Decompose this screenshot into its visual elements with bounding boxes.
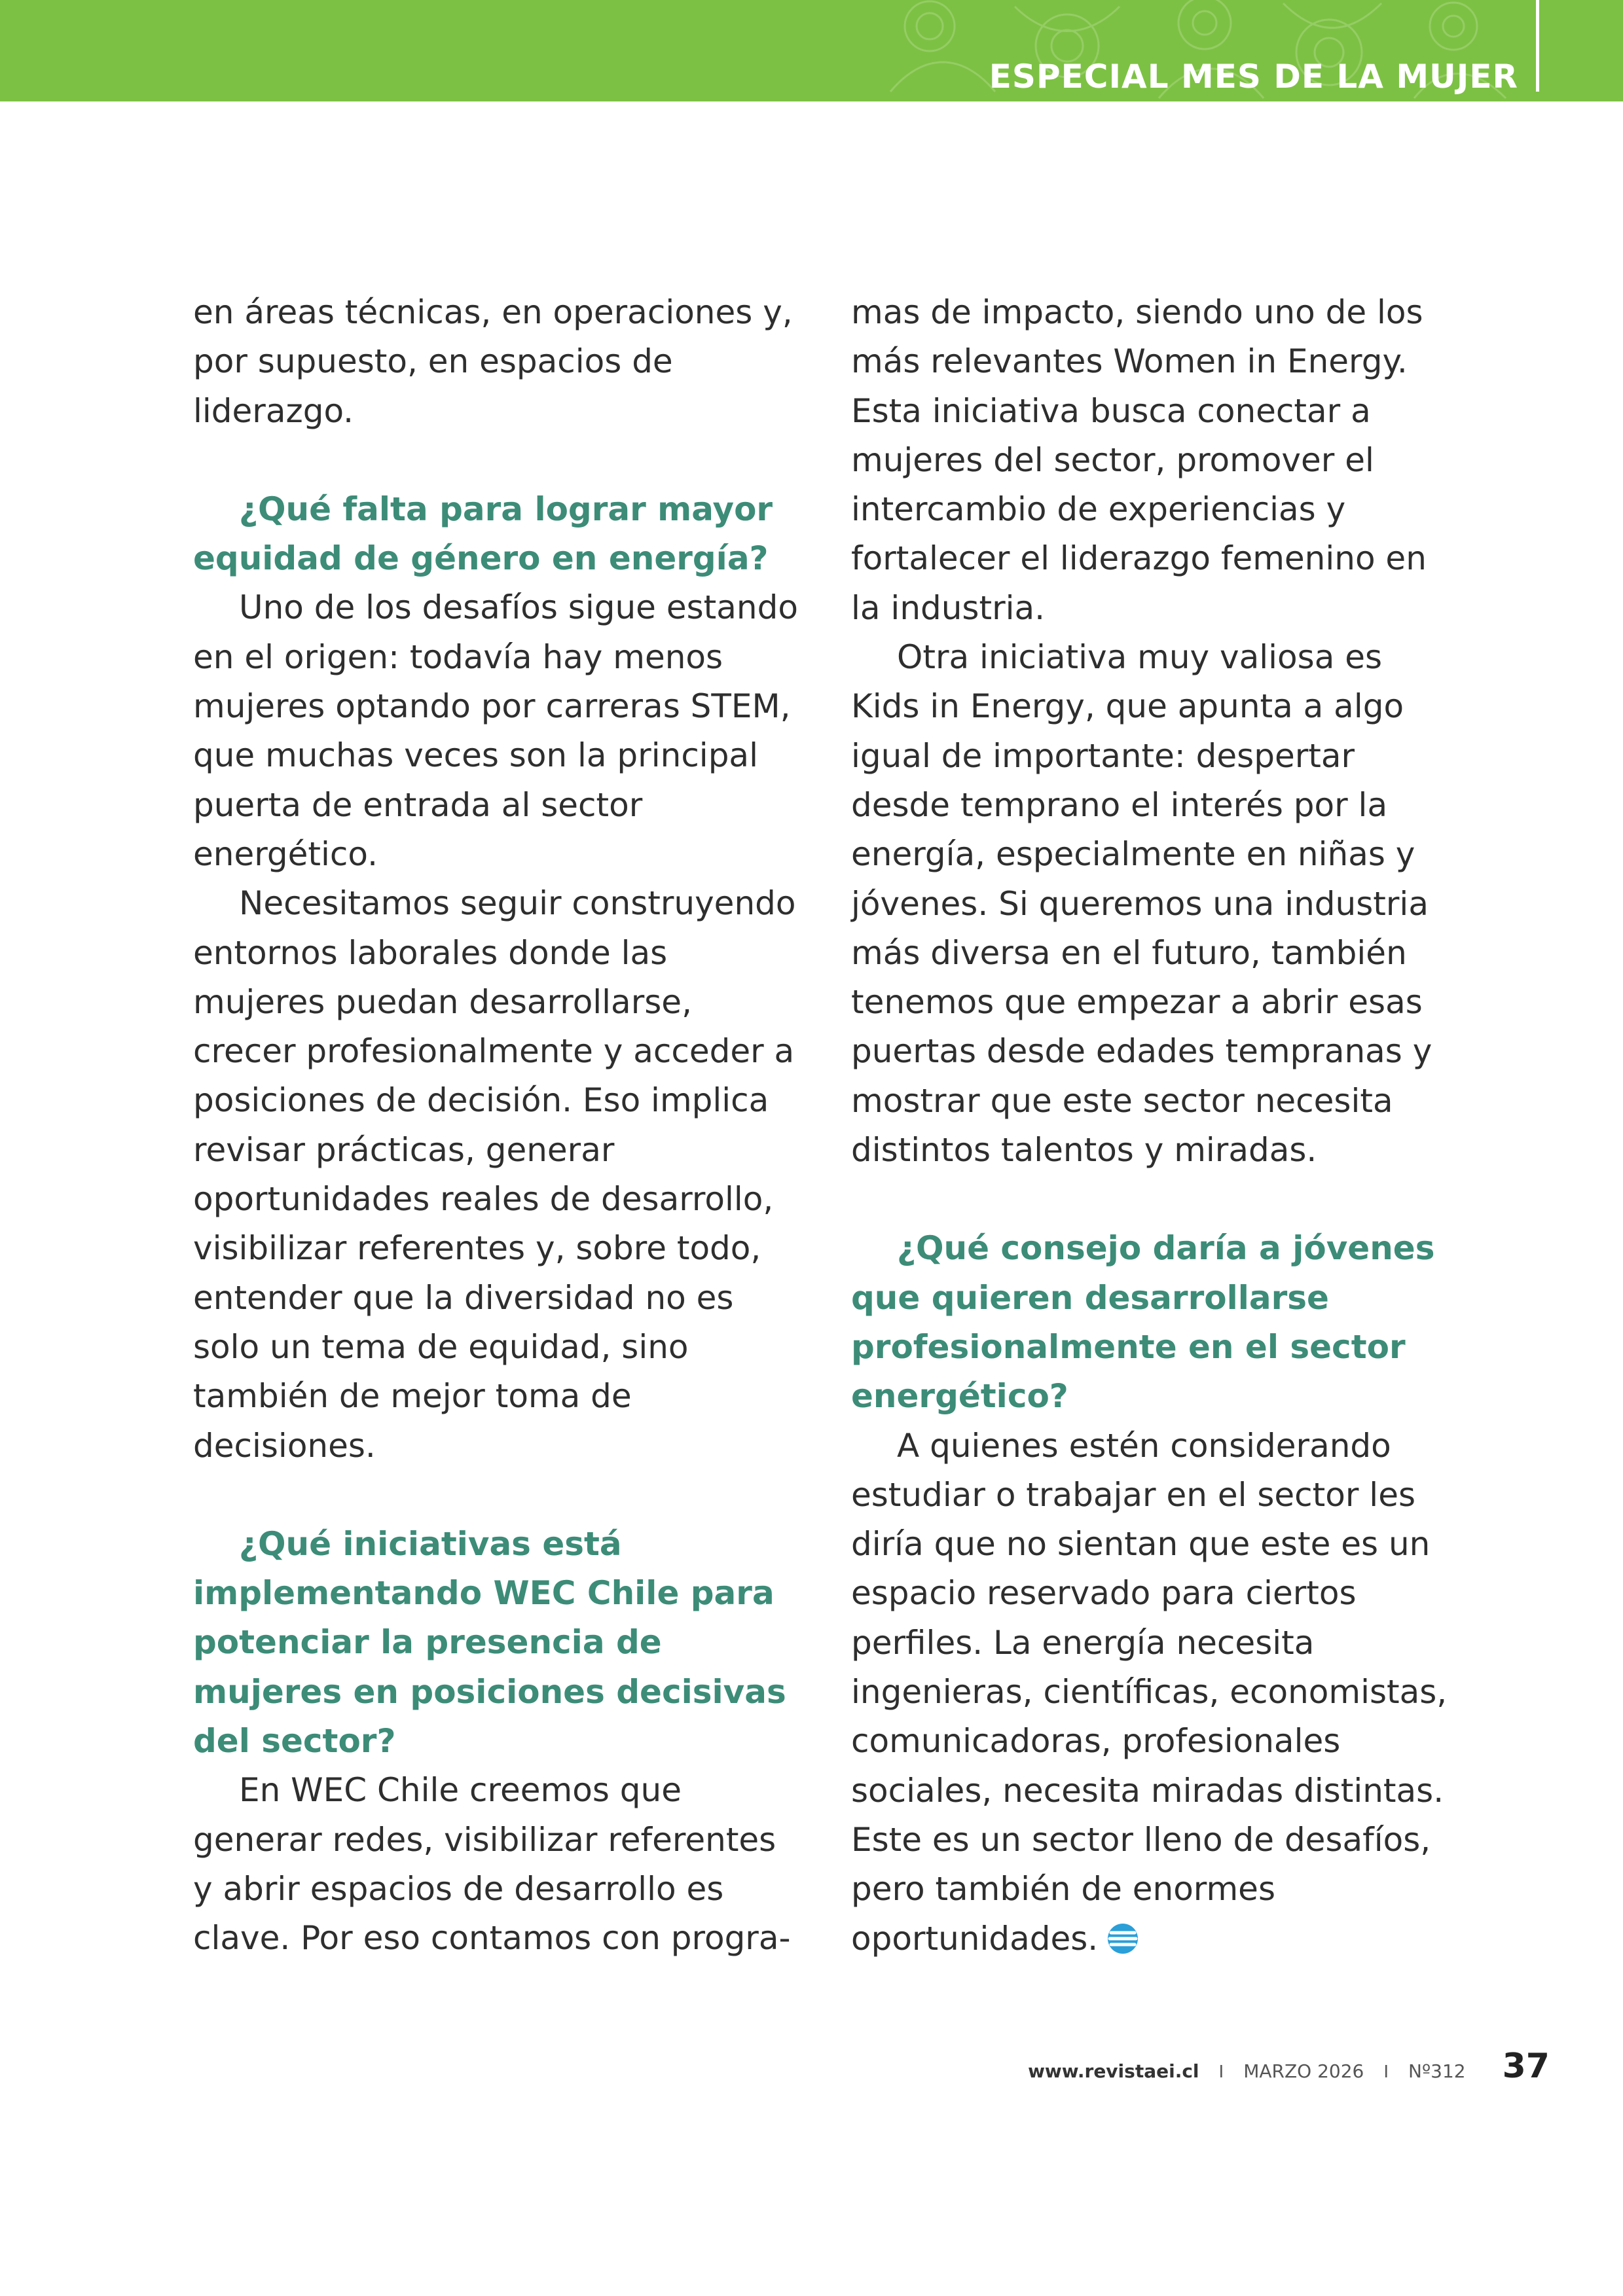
- answer-paragraph: [851, 1422, 1460, 1964]
- answer-paragraph: Necesitamos seguir construyendo entornos laborales donde las mujeres puedan desarrollarse, crecer profesionalmente y acceder a posiciones de decisión. Eso implica revisar prácticas, generar oportunidades reales de desarrollo, visibilizar referentes y, sobre todo, entender que la diversidad no es solo un tema de equidad, sino también de mejor toma de decisiones.: [193, 884, 796, 1465]
- left-column: [193, 288, 802, 1964]
- section-title: ESPECIAL MES DE LA MUJER: [989, 58, 1518, 96]
- footer-separator: I: [1218, 2062, 1224, 2082]
- answer-text: A quienes estén considerando estudiar o trabajar en el sector les diría que no sientan que este es un espacio reservado para ciertos perfiles. La energía necesita ingenieras, científicas, economistas, comunicadoras, profesionales sociales, necesita miradas distintas. Este es un sector lleno de desafíos, pero también de enormes oportunidades.: [851, 1426, 1448, 1958]
- footer-issue: Nº312: [1408, 2060, 1466, 2082]
- question-heading: ¿Qué falta para lograr mayor equidad de género en energía?: [193, 490, 773, 578]
- question-heading: ¿Qué iniciativas está implementando WEC Chile para potenciar la presencia de mujeres en posiciones decisivas del sector?: [193, 1524, 786, 1761]
- spacer: [193, 436, 802, 485]
- continued-paragraph: mas de impacto, siendo uno de los más relevantes Women in Energy. Esta iniciativa busca conectar a mujeres del sector, promover el intercambio de experiencias y fortalecer el liderazgo femenino en la industria.: [851, 293, 1427, 627]
- footer-separator: I: [1383, 2062, 1389, 2082]
- page-number: 37: [1502, 2047, 1550, 2086]
- answer-paragraph: Uno de los desafíos sigue estando en el origen: todavía hay menos mujeres optando por carreras STEM, que muchas veces son la principal puerta de entrada al sector energético.: [193, 588, 798, 873]
- footer-date: MARZO 2026: [1243, 2060, 1364, 2082]
- spacer: [193, 1471, 802, 1520]
- question-heading: ¿Qué consejo daría a jóvenes que quieren desarrollarse profesionalmente en el sector energético?: [851, 1229, 1435, 1416]
- footer-url[interactable]: www.revistaei.cl: [1028, 2060, 1199, 2082]
- spacer: [851, 1175, 1460, 1224]
- footer: [1028, 2047, 1550, 2086]
- right-column: [851, 288, 1460, 1964]
- end-mark-icon: [1104, 1922, 1141, 1955]
- header-band: [0, 0, 1623, 101]
- intro-paragraph: en áreas técnicas, en operaciones y, por supuesto, en espacios de liderazgo.: [193, 293, 793, 430]
- answer-paragraph: Otra iniciativa muy valiosa es Kids in Energy, que apunta a algo igual de importante: despertar desde temprano el interés por la energía, especialmente en niñas y jóvenes. Si queremos una industria más diversa en el futuro, también tenemos que empezar a abrir esas puertas desde edades tempranas y mostrar que este sector necesita distintos talentos y miradas.: [851, 638, 1432, 1170]
- answer-paragraph: En WEC Chile creemos que generar redes, visibilizar referentes y abrir espacios de desarrollo es clave. Por eso contamos con progra-: [193, 1771, 791, 1958]
- header-divider: [1536, 0, 1539, 92]
